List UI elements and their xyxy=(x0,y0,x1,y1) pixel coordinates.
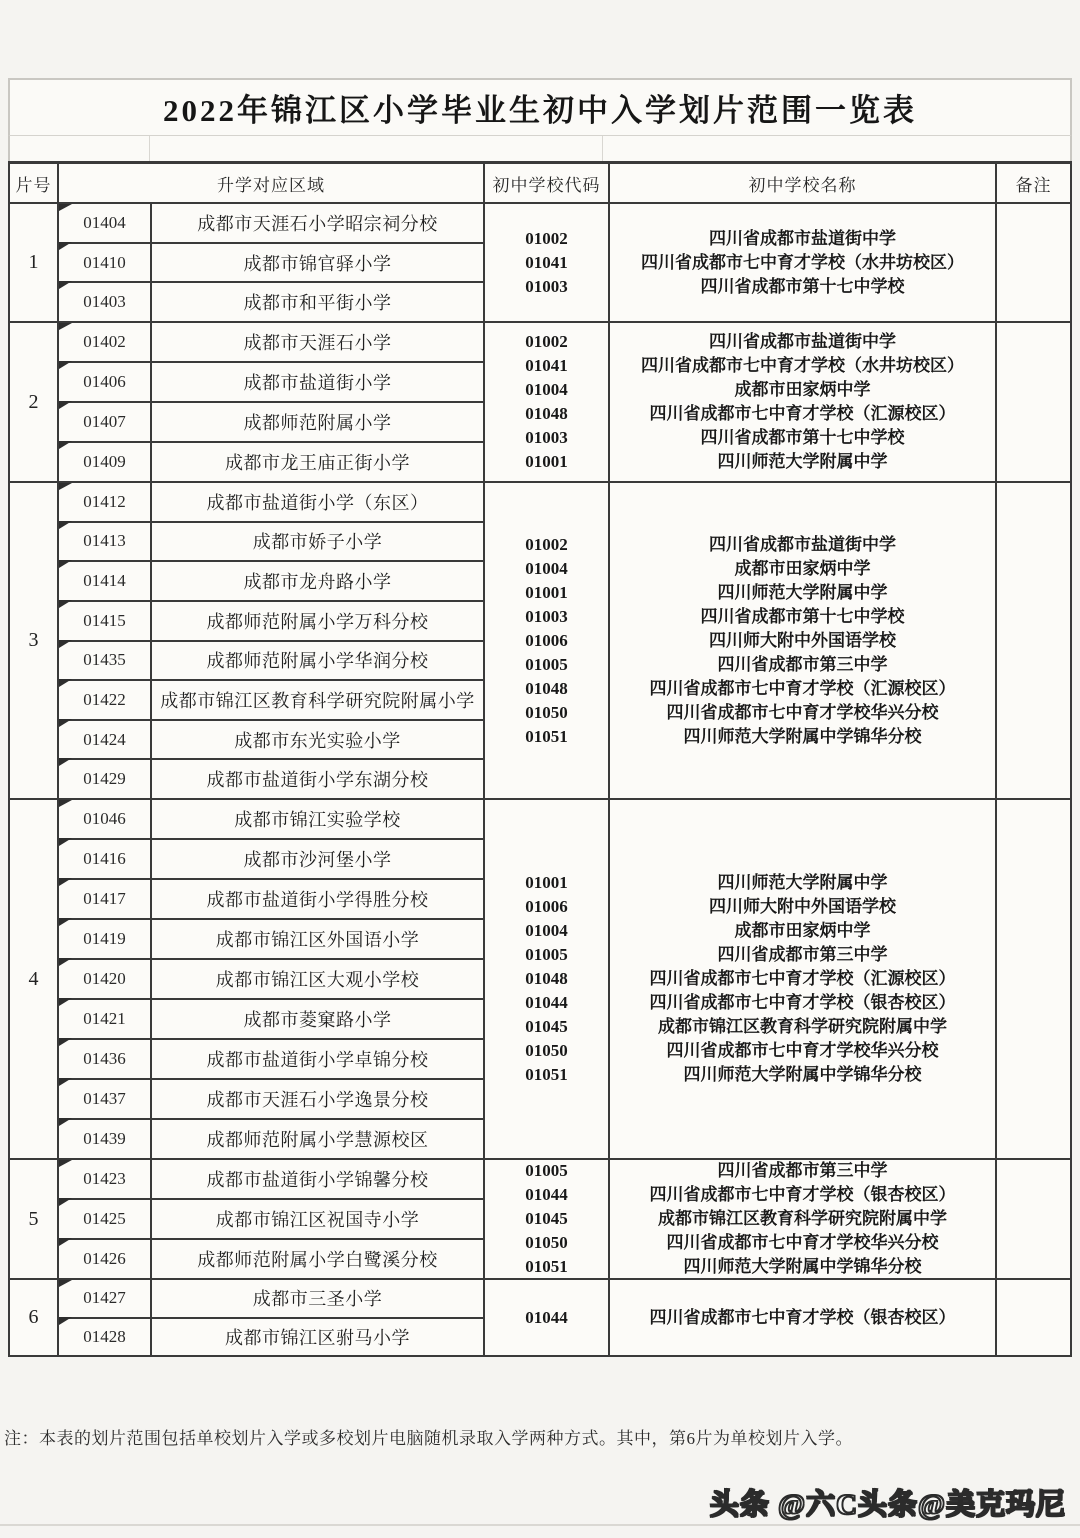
primary-school-name: 成都师范附属小学万科分校 xyxy=(206,611,429,632)
primary-school-row xyxy=(59,1160,483,1198)
middle-school-name: 四川省成都市第十七中学校 xyxy=(700,428,905,447)
primary-school-row xyxy=(59,1078,483,1118)
middle-school-name-list xyxy=(610,204,997,321)
middle-school-name: 成都市田家炳中学 xyxy=(734,558,871,578)
primary-school-code: 01429 xyxy=(59,760,152,798)
remark-cell xyxy=(997,323,1070,481)
middle-school-code: 01003 xyxy=(525,606,568,626)
primary-school-list xyxy=(59,323,485,481)
primary-school-name: 成都市沙河堡小学 xyxy=(243,850,392,870)
primary-school-row xyxy=(59,800,483,838)
primary-school-row xyxy=(59,1280,483,1317)
primary-school-name: 成都市和平街小学 xyxy=(243,293,392,314)
primary-school-name: 成都师范附属小学白鹭溪分校 xyxy=(197,1250,438,1270)
primary-school-list xyxy=(59,483,485,798)
zone-number: 6 xyxy=(10,1280,59,1355)
middle-school-code: 01002 xyxy=(525,332,568,351)
primary-school-code: 01422 xyxy=(59,681,152,719)
primary-school-row xyxy=(59,719,483,759)
zone-number: 5 xyxy=(10,1160,59,1278)
middle-school-code: 01001 xyxy=(525,873,568,892)
primary-school-name: 成都市三圣小学 xyxy=(252,1289,383,1310)
zone-row-5 xyxy=(10,1158,1070,1278)
zone-row-2 xyxy=(10,321,1070,481)
primary-school-list xyxy=(59,800,485,1158)
middle-school-code: 01002 xyxy=(525,534,568,554)
primary-school-code: 01415 xyxy=(59,602,152,640)
header-zone-no: 片号 xyxy=(10,164,59,202)
zone-number: 1 xyxy=(10,204,59,321)
title-box xyxy=(8,78,1072,135)
primary-school-code: 01410 xyxy=(59,244,152,282)
primary-school-row xyxy=(59,521,483,561)
middle-school-code: 01048 xyxy=(525,678,568,698)
remark-cell xyxy=(997,204,1070,321)
middle-school-code: 01041 xyxy=(525,252,568,272)
middle-school-name: 四川师范大学附属中学 xyxy=(717,452,888,471)
primary-school-name: 成都市盐道街小学卓锦分校 xyxy=(206,1050,429,1070)
middle-school-name: 四川省成都市七中育才学校（水井坊校区） xyxy=(641,252,964,272)
middle-school-code: 01051 xyxy=(525,1257,568,1276)
middle-school-name: 四川师范大学附属中学锦华分校 xyxy=(683,1257,922,1276)
primary-school-name: 成都市盐道街小学锦馨分校 xyxy=(206,1170,429,1190)
middle-school-code: 01050 xyxy=(525,702,568,722)
primary-school-row xyxy=(59,441,483,481)
bottom-divider xyxy=(0,1524,1080,1526)
primary-school-name: 成都市锦官驿小学 xyxy=(243,253,392,274)
middle-school-code: 01004 xyxy=(525,558,568,578)
zone-number: 3 xyxy=(10,483,59,798)
middle-school-name-list xyxy=(610,483,997,798)
primary-school-row xyxy=(59,600,483,640)
primary-school-list xyxy=(59,1280,485,1355)
middle-school-name: 四川师范大学附属中学锦华分校 xyxy=(683,726,922,746)
primary-school-name: 成都市锦江实验学校 xyxy=(234,810,401,830)
page-title: 2022年锦江区小学毕业生初中入学划片范围一览表 xyxy=(163,93,917,128)
primary-school-name: 成都市锦江区大观小学校 xyxy=(215,970,420,990)
primary-school-name: 成都市天涯石小学逸景分校 xyxy=(206,1090,429,1110)
zone-number: 2 xyxy=(10,323,59,481)
middle-school-name: 四川省成都市七中育才学校（汇源校区） xyxy=(649,678,956,698)
primary-school-code: 01406 xyxy=(59,363,152,401)
middle-school-name: 成都市锦江区教育科学研究院附属中学 xyxy=(658,1209,947,1228)
primary-school-code: 01427 xyxy=(59,1280,152,1317)
middle-school-name: 四川师大附中外国语学校 xyxy=(709,897,896,916)
divider xyxy=(602,136,603,161)
primary-school-code: 01404 xyxy=(59,204,152,242)
middle-school-name: 四川省成都市盐道街中学 xyxy=(709,534,896,554)
primary-school-name: 成都市龙舟路小学 xyxy=(243,572,392,593)
middle-school-code-list xyxy=(485,323,610,481)
middle-school-code: 01002 xyxy=(525,228,568,248)
primary-school-code: 01425 xyxy=(59,1200,152,1238)
remark-cell xyxy=(997,1280,1070,1355)
primary-school-row xyxy=(59,998,483,1038)
middle-school-code-list xyxy=(485,1160,610,1278)
primary-school-code: 01402 xyxy=(59,323,152,361)
document-table xyxy=(8,78,1072,1357)
primary-school-row xyxy=(59,918,483,958)
middle-school-name: 四川省成都市第十七中学校 xyxy=(700,606,905,626)
primary-school-name: 成都市盐道街小学东湖分校 xyxy=(206,770,429,791)
middle-school-code: 01044 xyxy=(525,993,568,1012)
middle-school-name: 四川省成都市七中育才学校（水井坊校区） xyxy=(641,356,964,375)
middle-school-code: 01003 xyxy=(525,428,568,447)
primary-school-name: 成都市锦江区祝国寺小学 xyxy=(215,1210,420,1230)
middle-school-name-list xyxy=(610,800,997,1158)
primary-school-name: 成都市锦江区驸马小学 xyxy=(225,1327,410,1348)
primary-school-code: 01436 xyxy=(59,1040,152,1078)
middle-school-name: 四川省成都市七中育才学校（银杏校区） xyxy=(649,1185,956,1204)
middle-school-code: 01004 xyxy=(525,921,568,940)
primary-school-row xyxy=(59,679,483,719)
middle-school-code: 01001 xyxy=(525,452,568,471)
primary-school-name: 成都市娇子小学 xyxy=(252,532,383,553)
primary-school-row xyxy=(59,361,483,401)
remark-cell xyxy=(997,800,1070,1158)
primary-school-name: 成都师范附属小学华润分校 xyxy=(206,651,429,672)
middle-school-name: 四川省成都市第三中学 xyxy=(717,1161,888,1180)
middle-school-code-list xyxy=(485,204,610,321)
middle-school-name: 成都市田家炳中学 xyxy=(734,921,871,940)
primary-school-row xyxy=(59,560,483,600)
primary-school-code: 01409 xyxy=(59,443,152,481)
primary-school-row xyxy=(59,483,483,521)
middle-school-name: 四川省成都市七中育才学校华兴分校 xyxy=(666,1233,939,1252)
primary-school-name: 成都市天涯石小学 xyxy=(243,333,392,353)
primary-school-name: 成都市盐道街小学得胜分校 xyxy=(206,890,429,910)
middle-school-code: 01050 xyxy=(525,1233,568,1252)
primary-school-name: 成都市天涯石小学昭宗祠分校 xyxy=(197,213,438,234)
middle-school-name: 四川省成都市七中育才学校华兴分校 xyxy=(666,1041,939,1060)
middle-school-name: 四川省成都市盐道街中学 xyxy=(709,332,896,351)
primary-school-row xyxy=(59,1038,483,1078)
primary-school-name: 成都市东光实验小学 xyxy=(234,730,401,751)
primary-school-code: 01420 xyxy=(59,960,152,998)
middle-school-code: 01006 xyxy=(525,630,568,650)
primary-school-row xyxy=(59,958,483,998)
middle-school-name: 四川省成都市盐道街中学 xyxy=(709,228,896,248)
primary-school-name: 成都师范附属小学 xyxy=(243,413,392,433)
primary-school-code: 01419 xyxy=(59,920,152,958)
middle-school-name-list xyxy=(610,1280,997,1355)
primary-school-row xyxy=(59,1238,483,1278)
primary-school-name: 成都市盐道街小学（东区） xyxy=(206,492,429,513)
primary-school-row xyxy=(59,323,483,361)
middle-school-code: 01001 xyxy=(525,582,568,602)
middle-school-code: 01005 xyxy=(525,945,568,964)
primary-school-code: 01435 xyxy=(59,642,152,680)
primary-school-code: 01407 xyxy=(59,403,152,441)
middle-school-name: 四川师范大学附属中学 xyxy=(717,582,888,602)
zone-row-1 xyxy=(10,204,1070,321)
middle-school-name: 四川省成都市七中育才学校（汇源校区） xyxy=(649,404,956,423)
primary-school-code: 01437 xyxy=(59,1080,152,1118)
middle-school-code: 01005 xyxy=(525,654,568,674)
primary-school-code: 01428 xyxy=(59,1319,152,1356)
primary-school-code: 01416 xyxy=(59,840,152,878)
primary-school-row xyxy=(59,1118,483,1158)
primary-school-name: 成都市盐道街小学 xyxy=(243,373,392,393)
primary-school-row xyxy=(59,281,483,321)
primary-school-row xyxy=(59,838,483,878)
middle-school-code: 01041 xyxy=(525,356,568,375)
primary-school-code: 01414 xyxy=(59,562,152,600)
primary-school-code: 01413 xyxy=(59,523,152,561)
primary-school-code: 01421 xyxy=(59,1000,152,1038)
middle-school-code: 01005 xyxy=(525,1161,568,1180)
primary-school-row xyxy=(59,401,483,441)
footnote: 注：本表的划片范围包括单校划片入学或多校划片电脑随机录取入学两种方式。其中，第6片为单校划片入学。 xyxy=(4,1429,853,1448)
primary-school-row xyxy=(59,878,483,918)
primary-school-row xyxy=(59,640,483,680)
table-header-row xyxy=(10,164,1070,204)
primary-school-code: 01412 xyxy=(59,483,152,521)
divider xyxy=(149,136,150,161)
primary-school-list xyxy=(59,204,485,321)
primary-school-code: 01424 xyxy=(59,721,152,759)
primary-school-row xyxy=(59,1317,483,1356)
middle-school-code-list xyxy=(485,800,610,1158)
spacer-row xyxy=(8,135,1072,161)
zone-row-6 xyxy=(10,1278,1070,1355)
middle-school-name: 四川师大附中外国语学校 xyxy=(709,630,896,650)
primary-school-code: 01423 xyxy=(59,1160,152,1198)
primary-school-code: 01046 xyxy=(59,800,152,838)
remark-cell xyxy=(997,483,1070,798)
middle-school-code: 01004 xyxy=(525,380,568,399)
middle-school-code: 01003 xyxy=(525,276,568,296)
middle-school-name: 四川省成都市第三中学 xyxy=(717,945,888,964)
primary-school-code: 01426 xyxy=(59,1240,152,1278)
middle-school-name: 成都市锦江区教育科学研究院附属中学 xyxy=(658,1017,947,1036)
middle-school-code: 01048 xyxy=(525,969,568,988)
middle-school-code: 01044 xyxy=(525,1307,568,1327)
primary-school-code: 01403 xyxy=(59,283,152,321)
middle-school-code-list xyxy=(485,483,610,798)
primary-school-row xyxy=(59,242,483,282)
middle-school-code: 01044 xyxy=(525,1185,568,1204)
primary-school-row xyxy=(59,204,483,242)
middle-school-code: 01051 xyxy=(525,726,568,746)
middle-school-name-list xyxy=(610,1160,997,1278)
middle-school-name: 四川省成都市七中育才学校（银杏校区） xyxy=(649,993,956,1012)
middle-school-code: 01048 xyxy=(525,404,568,423)
middle-school-code: 01045 xyxy=(525,1017,568,1036)
middle-school-name: 四川省成都市七中育才学校华兴分校 xyxy=(666,702,939,722)
header-remark: 备注 xyxy=(1015,175,1052,195)
primary-school-name: 成都市锦江区外国语小学 xyxy=(215,930,420,950)
header-area: 升学对应区域 xyxy=(59,164,485,202)
middle-school-code-list xyxy=(485,1280,610,1355)
zone-row-3 xyxy=(10,481,1070,798)
middle-school-code: 01045 xyxy=(525,1209,568,1228)
zoning-table xyxy=(8,161,1072,1357)
middle-school-name: 四川省成都市七中育才学校（汇源校区） xyxy=(649,969,956,988)
primary-school-row xyxy=(59,758,483,798)
middle-school-name: 四川师范大学附属中学锦华分校 xyxy=(683,1065,922,1084)
zone-number: 4 xyxy=(10,800,59,1158)
watermark: 头条 @六C头条@美克玛尼 xyxy=(709,1489,1066,1521)
middle-school-code: 01006 xyxy=(525,897,568,916)
header-middle-name: 初中学校名称 xyxy=(610,164,997,202)
primary-school-name: 成都市菱窠路小学 xyxy=(243,1010,392,1030)
middle-school-name: 四川师范大学附属中学 xyxy=(717,873,888,892)
header-middle-code: 初中学校代码 xyxy=(485,164,610,202)
primary-school-name: 成都市龙王庙正街小学 xyxy=(225,453,410,473)
middle-school-name-list xyxy=(610,323,997,481)
middle-school-name: 四川省成都市第三中学 xyxy=(717,654,888,674)
middle-school-name: 四川省成都市七中育才学校（银杏校区） xyxy=(649,1307,956,1327)
remark-cell xyxy=(997,1160,1070,1278)
primary-school-name: 成都师范附属小学慧源校区 xyxy=(206,1130,429,1150)
middle-school-name: 成都市田家炳中学 xyxy=(734,380,871,399)
middle-school-name: 四川省成都市第十七中学校 xyxy=(700,276,905,296)
primary-school-code: 01417 xyxy=(59,880,152,918)
zone-row-4 xyxy=(10,798,1070,1158)
middle-school-code: 01050 xyxy=(525,1041,568,1060)
primary-school-list xyxy=(59,1160,485,1278)
primary-school-name: 成都市锦江区教育科学研究院附属小学 xyxy=(160,690,475,711)
primary-school-row xyxy=(59,1198,483,1238)
middle-school-code: 01051 xyxy=(525,1065,568,1084)
primary-school-code: 01439 xyxy=(59,1120,152,1158)
